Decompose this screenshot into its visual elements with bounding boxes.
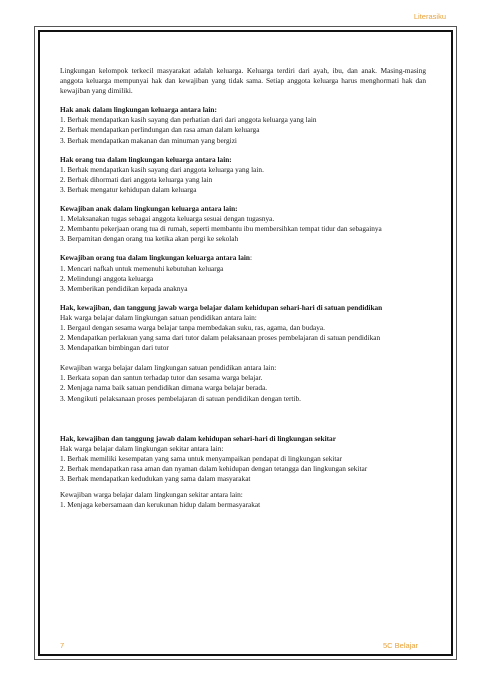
section-title-line xyxy=(60,253,426,263)
list-item: 1. Berkata sopan dan santun terhadap tutor dan sesama warga belajar. xyxy=(60,373,263,383)
section-title: Kewajiban anak dalam lingkungan keluarga antara lain: xyxy=(60,204,238,214)
section-title: Hak, kewajiban dan tanggung jawab dalam kehidupan sehari-hari di lingkungan sekitar xyxy=(60,433,336,443)
section-title-suffix: : xyxy=(249,253,252,263)
rights-intro: Hak warga belajar dalam lingkungan satuan pendidikan antara lain: xyxy=(60,312,257,322)
section-school xyxy=(60,303,426,404)
list-item: 3. Memberikan pendidikan kepada anaknya xyxy=(60,283,188,293)
list-item: 1. Melaksanakan tugas sebagai anggota keluarga sesuai dengan tugasnya. xyxy=(60,214,275,224)
header-label: Literasiku xyxy=(413,12,446,21)
list-item: 1. Mencari nafkah untuk memenuhi kebutuhan keluarga xyxy=(60,263,224,273)
section-parent-rights xyxy=(60,155,426,195)
section-title: Hak orang tua dalam lingkungan keluarga antara lain: xyxy=(60,154,232,164)
list-item: 3. Mendapatkan bimbingan dari tutor xyxy=(60,343,169,353)
list-item: 2. Berhak mendapatkan perlindungan dan rasa aman dalam keluarga xyxy=(60,125,260,135)
list-item: 2. Mendapatkan perlakuan yang sama dari tutor dalam pelaksanaan proses pembelajaran di satuan pendidikan xyxy=(60,333,381,343)
section-title: Hak anak dalam lingkungan keluarga antara lain: xyxy=(60,105,217,115)
list-item: 3. Berhak mengatur kehidupan dalam keluarga xyxy=(60,184,197,194)
list-item: 1. Berhak mendapatkan kasih sayang dari anggota keluarga yang lain. xyxy=(60,164,264,174)
rights-intro: Hak warga belajar dalam lingkungan sekitar antara lain: xyxy=(60,443,224,453)
section-title: Kewajiban orang tua dalam lingkungan keluarga antara lain xyxy=(60,253,250,263)
section-community xyxy=(60,434,426,511)
list-item: 2. Berhak dihormati dari anggota keluarga yang lain xyxy=(60,174,213,184)
list-item: 3. Mengikuti pelaksanaan proses pembelajaran di satuan pendidikan dengan tertib. xyxy=(60,393,301,403)
list-item: 1. Berhak mendapatkan kasih sayang dan perhatian dari dari anggota keluarga yang lain xyxy=(60,115,317,125)
list-item: 1. Menjaga kebersamaan dan kerukunan hidup dalam bermasyarakat xyxy=(60,500,261,510)
section-child-duties xyxy=(60,204,426,244)
page-content xyxy=(60,66,426,510)
list-item: 2. Menjaga nama baik satuan pendidikan dimana warga belajar berada. xyxy=(60,383,268,393)
section-title: Hak, kewajiban, dan tanggung jawab warga belajar dalam kehidupan sehari-hari di satuan pendidikan xyxy=(60,302,383,312)
list-item: 2. Melindungi anggota keluarga xyxy=(60,273,154,283)
list-item: 3. Berpamitan dengan orang tua ketika akan pergi ke sekolah xyxy=(60,234,239,244)
duties-intro: Kewajiban warga belajar dalam lingkungan sekitar antara lain: xyxy=(60,490,243,500)
list-item: 3. Berhak mendapatkan makanan dan minuman yang bergizi xyxy=(60,135,237,145)
footer-brand: 5C Belajar xyxy=(382,641,418,650)
page-number: 7 xyxy=(60,641,65,650)
list-item: 1. Berhak memiliki kesempatan yang sama untuk menyampaikan pendapat di lingkungan sekitar xyxy=(60,453,343,463)
section-child-rights xyxy=(60,105,426,145)
duties-intro: Kewajiban warga belajar dalam lingkungan satuan pendidikan antara lain: xyxy=(60,363,277,373)
list-item: 1. Bergaul dengan sesama warga belajar tanpa membedakan suku, ras, agama, dan budaya. xyxy=(60,322,325,332)
intro-paragraph: Lingkungan kelompok terkecil masyarakat adalah keluarga. Keluarga terdiri dari ayah, ibu, dan anak. Masing-masing anggota keluarga mempunyai hak dan kewajiban yang tidak sama. Setiap anggota keluarga harus menghormati hak dan kewajiban yang dimiliki. xyxy=(60,66,426,96)
section-parent-duties xyxy=(60,253,426,293)
list-item: 2. Berhak mendapatkan rasa aman dan nyaman dalam kehidupan dengan tetangga dan lingkungan sekitar xyxy=(60,463,368,473)
list-item: 2. Membantu pekerjaan orang tua di rumah, seperti membantu ibu membersihkan tempat tidur dan sebagainya xyxy=(60,224,382,234)
list-item: 3. Berhak mendapatkan kedudukan yang sama dalam masyarakat xyxy=(60,474,251,483)
